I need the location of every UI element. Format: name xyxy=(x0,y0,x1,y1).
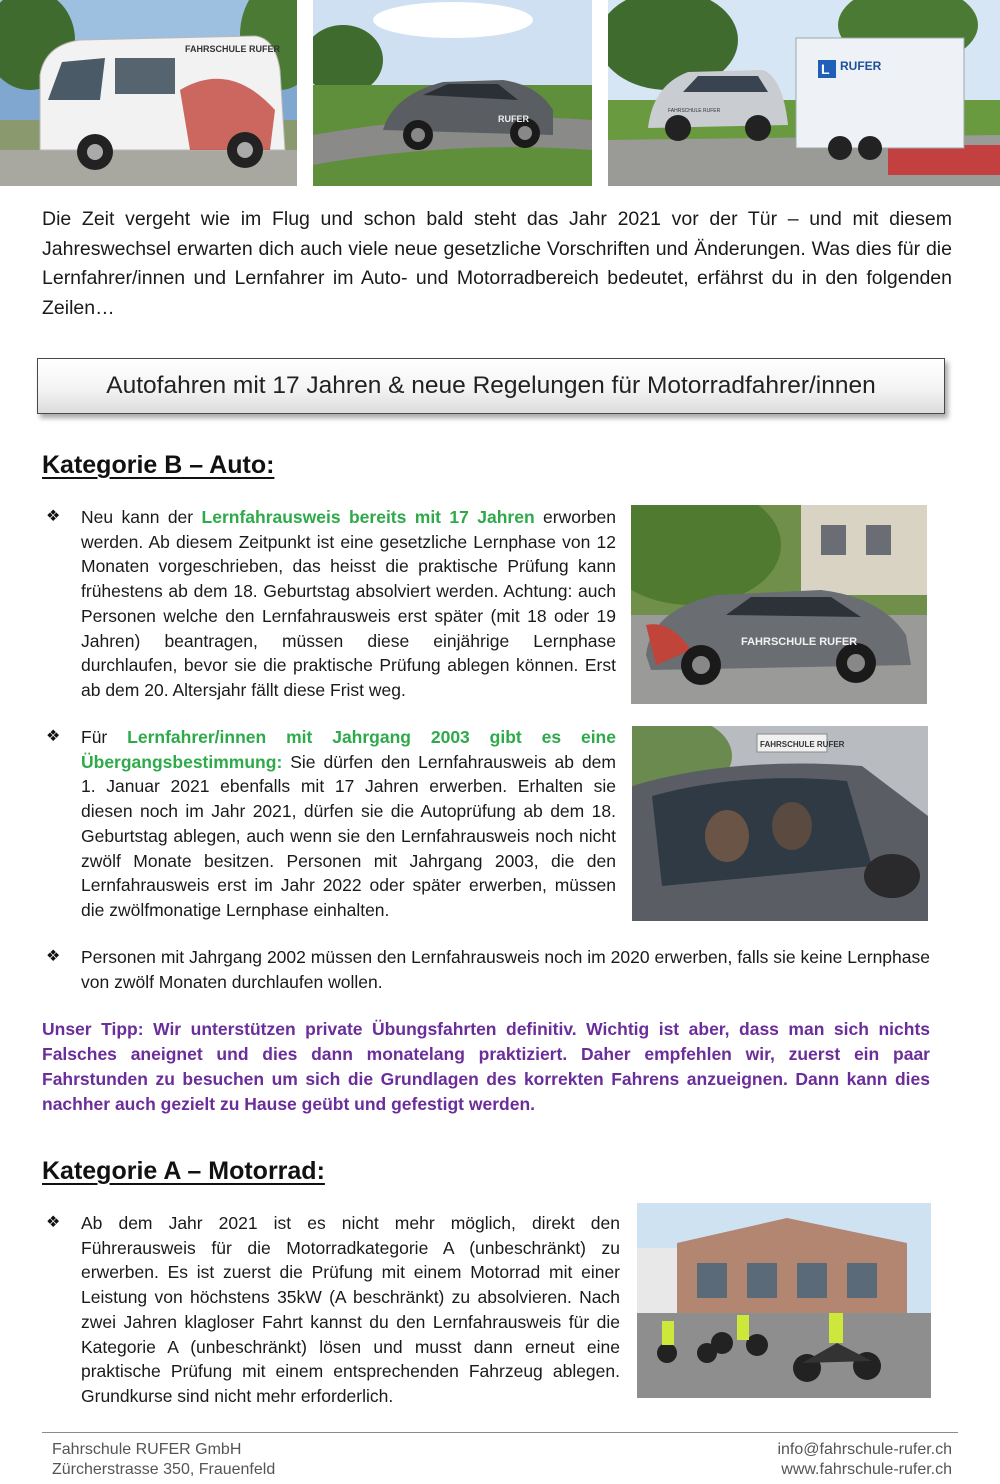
category-b-heading: Kategorie B – Auto: xyxy=(42,451,275,479)
trailer-car-text: FAHRSCHULE RUFER xyxy=(668,108,721,114)
footer-company-block xyxy=(52,1440,275,1480)
footer-email-link[interactable]: info@fahrschule-rufer.ch xyxy=(777,1441,952,1458)
learner-car-text: FAHRSCHULE RUFER xyxy=(741,636,858,648)
bullet-text-pre: Für xyxy=(81,727,128,747)
category-a-heading: Kategorie A – Motorrad: xyxy=(42,1157,325,1185)
plate-text: L xyxy=(821,61,830,77)
footer-divider xyxy=(42,1432,958,1433)
footer-website-link[interactable]: www.fahrschule-rufer.ch xyxy=(781,1461,952,1478)
green-highlight: Lernfahrausweis bereits mit 17 Jahren xyxy=(201,507,535,527)
four-diamond-bullet-icon: ❖ xyxy=(46,1214,61,1231)
footer-address: Zürcherstrasse 350, Frauenfeld xyxy=(52,1461,276,1478)
tip-paragraph: Unser Tipp: Wir unterstützen private Übungsfahrten definitiv. Wichtig ist aber, dass man sich nichts Falsches aneignet und dies dann monatelang praktiziert. Daher empfehlen wir, zuerst ein paar Fahrstunden zu besuchen um sich die Grundlagen des korrekten Fahrens anzueignen. Dann kann dies nachher auch gezielt zu Hause geübt und gefestigt werden. xyxy=(42,1019,930,1114)
green-highlight: Lernfahrer/innen mit Jahrgang 2003 gibt es eine Übergangsbestimmung: xyxy=(81,727,616,772)
bullet-text-pre: Neu kann der xyxy=(81,507,202,527)
bullet-text: Personen mit Jahrgang 2002 müssen den Lernfahrausweis noch im 2020 erwerben, falls sie keine Lernphase von zwölf Monaten durchlaufen wollen. xyxy=(81,947,930,992)
four-diamond-bullet-icon: ❖ xyxy=(46,948,61,965)
category-b-bullet-1 xyxy=(46,505,616,703)
bullet-text-post: erworben werden. Ab diesem Zeitpunkt ist eine gesetzliche Lernphase von 12 Monaten vorgeschrieben, das heisst die praktische Prüfung kann frühestens ab dem 18. Geburtstag absolviert werden. Achtung: auch Personen welche den Lernfahrausweis erst später (mit 18 oder 19 Jahren) beantragen, müssen diese einjährige Lernphase durchlaufen, bevor sie die praktische Prüfung ablegen können. Erst ab dem 20. Altersjahr fällt diese Frist weg. xyxy=(81,507,616,700)
four-diamond-bullet-icon: ❖ xyxy=(46,508,61,525)
van-text: FAHRSCHULE RUFER xyxy=(185,44,281,54)
bullet-text-post: Sie dürfen den Lernfahrausweis ab dem 1. Januar 2021 ebenfalls mit 17 Jahren erwerben. Erhalten sie diesen noch im Jahr 2021, dürfen sie die Autoprüfung ab dem 18. Geburtstag ablegen, auch wenn sie den Lernfahrausweis noch nicht zwölf Monate besitzen. Personen mit Jahrgang 2003, die den Lernfahrausweis erst im Jahr 2022 oder später erwerben, müssen die zwölfmonatige Lernphase einhalten. xyxy=(81,751,616,920)
roof-sign-text: FAHRSCHULE RUFER xyxy=(760,740,845,749)
bullet-text xyxy=(81,505,616,703)
trailer-text: RUFER xyxy=(840,59,882,73)
category-a-bullet-1 xyxy=(46,1211,620,1409)
white-van-photo xyxy=(0,0,297,186)
footer-company: Fahrschule RUFER GmbH xyxy=(52,1441,242,1458)
audi-text: RUFER xyxy=(498,114,529,124)
motorcycle-group-photo xyxy=(637,1203,931,1398)
bullet-text: Ab dem Jahr 2021 ist es nicht mehr möglich, direkt den Führerausweis für die Motorradkategorie A (unbeschränkt) zu erwerben. Es ist zuerst die Prüfung mit einem Motorrad mit einer Leistung von höchstens 35kW (A beschränkt) zu absolvieren. Nach zwei Jahren klagloser Fahrt kannst du den Lernfahrausweis für die Kategorie A (unbeschränkt) lösen und musst dann erneut eine praktische Prüfung mit einem entsprechenden Fahrzeug ablegen. Grundkurse sind nicht mehr erforderlich. xyxy=(81,1213,620,1406)
learner-car-photo xyxy=(631,505,927,704)
car-trailer-photo xyxy=(608,0,1000,186)
grey-audi-photo xyxy=(313,0,592,186)
category-b-bullet-3 xyxy=(46,945,930,994)
intro-paragraph: Die Zeit vergeht wie im Flug und schon bald steht das Jahr 2021 vor der Tür – und mit diesem Jahreswechsel erwarten dich auch viele neue gesetzliche Vorschriften und Änderungen. Was dies für die Lernfahrer/innen und Lernfahrer im Auto- und Motorradbereich bedeutet, erfährst du in den folgenden Zeilen… xyxy=(42,208,952,319)
category-b-bullet-2 xyxy=(46,725,616,923)
car-interior-photo xyxy=(632,726,928,921)
footer-contact-block xyxy=(777,1440,952,1480)
bullet-text xyxy=(81,725,616,923)
section-banner: Autofahren mit 17 Jahren & neue Regelungen für Motorradfahrer/innen xyxy=(37,358,945,414)
four-diamond-bullet-icon: ❖ xyxy=(46,728,61,745)
